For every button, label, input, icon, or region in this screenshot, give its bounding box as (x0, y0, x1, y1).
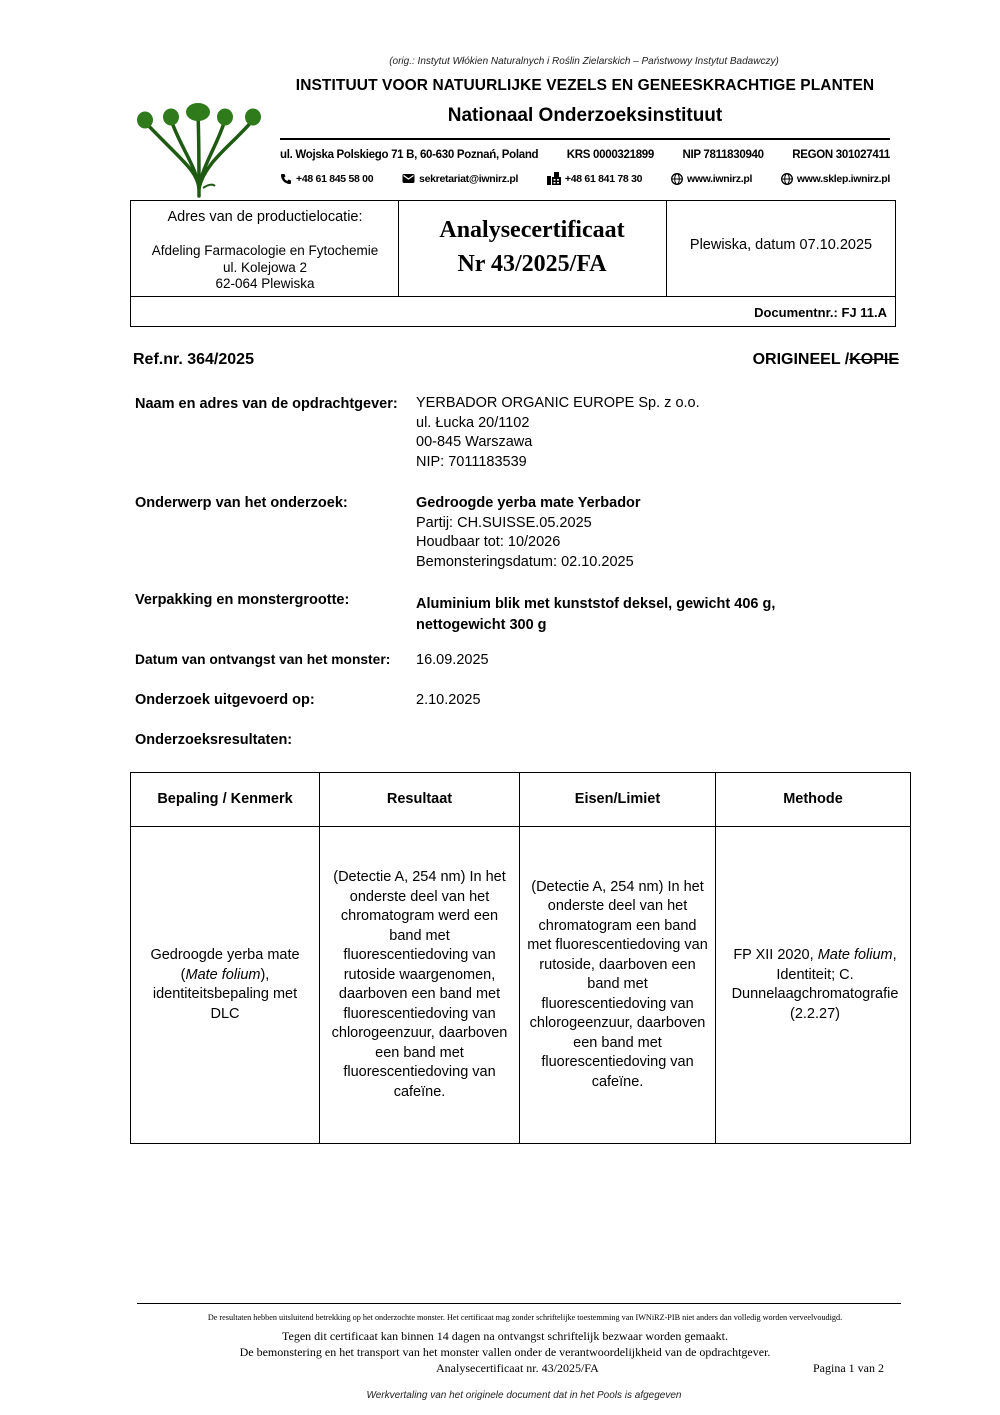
phone-number: +48 61 845 58 00 (296, 172, 374, 185)
institute-logo-plant (133, 100, 263, 198)
location-line: 62-064 Plewiska (215, 276, 315, 291)
document-number: Documentnr.: FJ 11.A (754, 305, 887, 320)
contact-channels-line (280, 172, 890, 185)
footer-objection-note: Tegen dit certificaat kan binnen 14 dagen na ontvangst schriftelijk bezwaar worden gemaakt. (282, 1329, 728, 1343)
results-table (130, 772, 911, 1144)
client-name: YERBADOR ORGANIC EUROPE Sp. z o.o. (416, 395, 700, 411)
packaging-line: Aluminium blik met kunststof deksel, gewicht 406 g, (416, 596, 776, 612)
original-label: ORIGINEEL / (752, 351, 850, 368)
client-label: Naam en adres van de opdrachtgever: (135, 396, 398, 412)
method-text: FP XII 2020, (733, 947, 818, 963)
determination-text: Gedroogde yerba mate ( (150, 947, 300, 983)
nip-number: NIP 7811830940 (682, 149, 764, 161)
subject-label: Onderwerp van het onderzoek: (135, 495, 348, 511)
client-nip: NIP: 7011183539 (416, 453, 527, 470)
subject-details (416, 494, 641, 572)
column-header-method: Methode (716, 773, 911, 827)
footer-disclaimer: De resultaten hebben uitsluitend betrekking op het onderzochte monster. Het certificaat mag zonder schriftelijke toestemming van IWNiRZ-PIB niet anders dan volledig worden verveelvoudigd. (207, 1313, 843, 1322)
packaging-details (416, 594, 775, 636)
issue-date: Plewiska, datum 07.10.2025 (689, 237, 873, 253)
translation-note: Werkvertaling van het originele document dat in het Pools is afgegeven (366, 1390, 682, 1401)
results-heading: Onderzoeksresultaten: (135, 732, 293, 748)
determination-cell (131, 827, 320, 1144)
email-icon (402, 173, 415, 184)
location-label: Adres van de productielocatie: (167, 209, 363, 225)
result-cell: (Detectie A, 254 nm) In het onderste deel van het chromatogram werd een band met fluorescentiedoving van rutoside waargenomen, daarboven een band met fluorescentiedoving van chlorogeenzuur, daarboven een band met fluorescentiedoving van cafeïne. (320, 827, 520, 1144)
certificate-header-box (130, 200, 896, 327)
performed-date-label: Onderzoek uitgevoerd op: (135, 692, 315, 708)
fax-icon (547, 172, 561, 185)
column-header-determination: Bepaling / Kenmerk (131, 773, 320, 827)
certificate-title-line: Analysecertificaat (439, 217, 625, 243)
table-row (131, 827, 911, 1144)
performed-date-value: 2.10.2025 (416, 692, 481, 708)
column-header-requirement: Eisen/Limiet (520, 773, 716, 827)
received-date-value: 16.09.2025 (416, 652, 489, 668)
email-address[interactable]: sekretariat@iwnirz.pl (419, 172, 519, 185)
globe-icon (781, 173, 793, 185)
issue-date-cell (667, 201, 895, 297)
location-address (131, 243, 399, 293)
packaging-label: Verpakking en monstergrootte: (135, 592, 350, 608)
page-number: Pagina 1 van 2 (813, 1361, 884, 1375)
header-rule (280, 138, 890, 140)
institute-subtitle: Nationaal Onderzoeksinstituut (447, 105, 723, 126)
fax-number: +48 61 841 78 30 (564, 172, 643, 185)
location-line: Afdeling Farmacologie en Fytochemie (151, 243, 379, 258)
client-address (416, 394, 700, 472)
reference-number: Ref.nr. 364/2025 (133, 351, 254, 368)
footer-rule (137, 1303, 901, 1304)
phone-icon (280, 173, 292, 185)
production-location-cell (131, 201, 399, 297)
sampling-date: Bemonsteringsdatum: 02.10.2025 (416, 553, 634, 570)
subject-title: Gedroogde yerba mate Yerbador (416, 495, 641, 511)
institute-address: ul. Wojska Polskiego 71 B, 60-630 Poznań, Poland (280, 149, 539, 161)
krs-number: KRS 0000321899 (566, 149, 654, 161)
client-street: ul. Łucka 20/1102 (416, 414, 530, 431)
regon-number: REGON 301027411 (792, 149, 890, 161)
contact-registry-line (280, 149, 890, 161)
packaging-line: nettogewicht 300 g (416, 617, 547, 633)
best-before: Houdbaar tot: 10/2026 (416, 534, 561, 550)
column-header-result: Resultaat (320, 773, 520, 827)
method-text: , Identiteit; C. Dunnelaagchromatografie (2.2.27) (731, 947, 899, 1022)
batch-number: Partij: CH.SUISSE.05.2025 (416, 514, 592, 531)
determination-latin-name: Mate folium (185, 966, 261, 983)
globe-icon (671, 173, 683, 185)
determination-text: ), identiteitsbepaling met DLC (152, 966, 298, 1022)
original-copy-indicator (753, 351, 899, 369)
original-institute-note: (orig.: Instytut Włókien Naturalnych i Roślin Zielarskich – Państwowy Instytut Badawczy) (389, 56, 779, 67)
received-date-label: Datum van ontvangst van het monster: (135, 652, 391, 667)
requirement-cell: (Detectie A, 254 nm) In het onderste deel van het chromatogram een band met fluorescentiedoving van rutoside, daarboven een band met fluorescentiedoving van chlorogeenzuur, daarboven een band met fluorescentiedoving van cafeïne. (520, 827, 716, 1144)
table-header-row (131, 773, 911, 827)
website-link[interactable]: www.iwnirz.pl (686, 172, 753, 185)
location-line: ul. Kolejowa 2 (222, 259, 308, 275)
copy-label-struck: KOPIE (849, 351, 899, 368)
footer-sampling-note: De bemonstering en het transport van het monster vallen onder de verantwoordelijkheid van de opdrachtgever. (239, 1345, 771, 1359)
certificate-title (399, 213, 665, 281)
method-cell (716, 827, 911, 1144)
footer-certificate-reference: Analysecertificaat nr. 43/2025/FA (436, 1361, 599, 1375)
institute-name: INSTITUUT VOOR NATUURLIJKE VEZELS EN GENEESKRACHTIGE PLANTEN (295, 77, 875, 94)
shop-website-link[interactable]: www.sklep.iwnirz.pl (796, 172, 890, 185)
method-latin-name: Mate folium (817, 947, 893, 963)
client-city: 00-845 Warszawa (416, 434, 533, 450)
certificate-title-cell (399, 201, 667, 297)
certificate-number: Nr 43/2025/FA (457, 251, 607, 277)
